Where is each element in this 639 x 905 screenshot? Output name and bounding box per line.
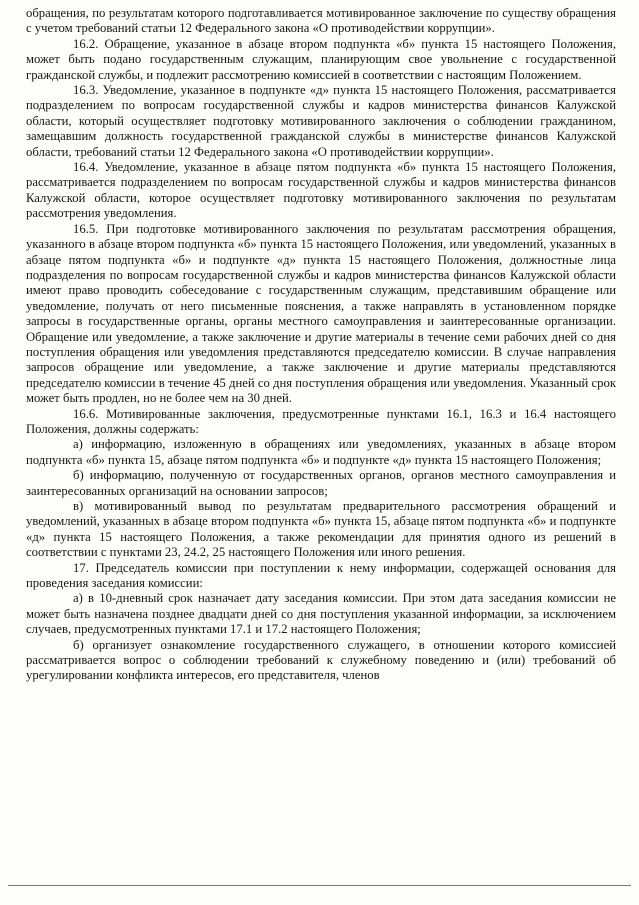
paragraph-continuation: обращения, по результатам которого подготавливается мотивированное заключение по существу обращения с учетом требований статьи 12 Федерального закона «О противодействии коррупции».: [26, 6, 616, 36]
paragraph-16-5: 16.5. При подготовке мотивированного заключения по результатам рассмотрения обращения, указанного в абзаце втором подпункта «б» пункта 15 настоящего Положения, или уведомлений, указанных в абзаце пятом подпункта «б» и подпункте «д» пункта 15 настоящего Положения, должностные лица подразделения по вопросам государственной службы и кадров министерства финансов Калужской области имеют право проводить собеседование с государственным служащим, представившим обращение или уведомление, получать от него письменные пояснения, а также направлять в установленном порядке запросы в государственные органы, органы местного самоуправления и заинтересованные организации. Обращение или уведомление, а также заключение и другие материалы в течение семи рабочих дней со дня поступления обращения или уведомления представляются председателю комиссии. В случае направления запросов обращение или уведомление, а также заключение и другие материалы представляются председателю комиссии в течение 45 дней со дня поступления обращения или уведомления. Указанный срок может быть продлен, но не более чем на 30 дней.: [26, 221, 616, 406]
paragraph-17-b: б) организует ознакомление государственного служащего, в отношении которого комиссией рассматривается вопрос о соблюдении требований к служебному поведению и (или) требований об урегулировании конфликта интересов, его представителя, членов: [26, 637, 616, 683]
paragraph-16-4: 16.4. Уведомление, указанное в абзаце пятом подпункта «б» пункта 15 настоящего Положения, рассматривается подразделением по вопросам государственной службы и кадров министерства финансов Калужской области, которое осуществляет подготовку мотивированного заключения по результатам рассмотрения уведомления.: [26, 160, 616, 221]
paragraph-16-6-a: а) информацию, изложенную в обращениях или уведомлениях, указанных в абзаце втором подпункта «б» пункта 15, абзаце пятом подпункта «б» и подпункте «д» пункта 15 настоящего Положения;: [26, 437, 616, 467]
page-bottom-divider: [8, 885, 631, 886]
paragraph-17-a: а) в 10-дневный срок назначает дату заседания комиссии. При этом дата заседания комиссии не может быть назначена позднее двадцати дней со дня поступления указанной информации, за исключением случаев, предусмотренных пунктами 17.1 и 17.2 настоящего Положения;: [26, 591, 616, 637]
paragraph-17: 17. Председатель комиссии при поступлении к нему информации, содержащей основания для проведения заседания комиссии:: [26, 560, 616, 591]
paragraph-16-2: 16.2. Обращение, указанное в абзаце втором подпункта «б» пункта 15 настоящего Положения, может быть подано государственным служащим, планирующим свое увольнение с государственной гражданской службы, и подлежит рассмотрению комиссией в соответствии с настоящим Положением.: [26, 36, 616, 82]
paragraph-16-3: 16.3. Уведомление, указанное в подпункте «д» пункта 15 настоящего Положения, рассматривается подразделением по вопросам государственной службы и кадров министерства финансов Калужской области, который осуществляет подготовку мотивированного заключения о соблюдении гражданином, замещавшим должность государственной гражданской службы в министерстве финансов Калужской области, требований статьи 12 Федерального закона «О противодействии коррупции».: [26, 83, 616, 159]
paragraph-16-6: 16.6. Мотивированные заключения, предусмотренные пунктами 16.1, 16.3 и 16.4 настоящего Положения, должны содержать:: [26, 406, 616, 436]
paragraph-16-6-v: в) мотивированный вывод по результатам предварительного рассмотрения обращений и уведомлений, указанных в абзаце втором подпункта «б» пункта 15, абзаце пятом подпункта «б» и подпункте «д» пункта 15 настоящего Положения, а также рекомендации для принятия одного из решений в соответствии с пунктами 23, 24.2, 25 настоящего Положения или иного решения.: [26, 499, 616, 560]
paragraph-16-6-b: б) информацию, полученную от государственных органов, органов местного самоуправления и заинтересованных организаций на основании запросов;: [26, 468, 616, 498]
